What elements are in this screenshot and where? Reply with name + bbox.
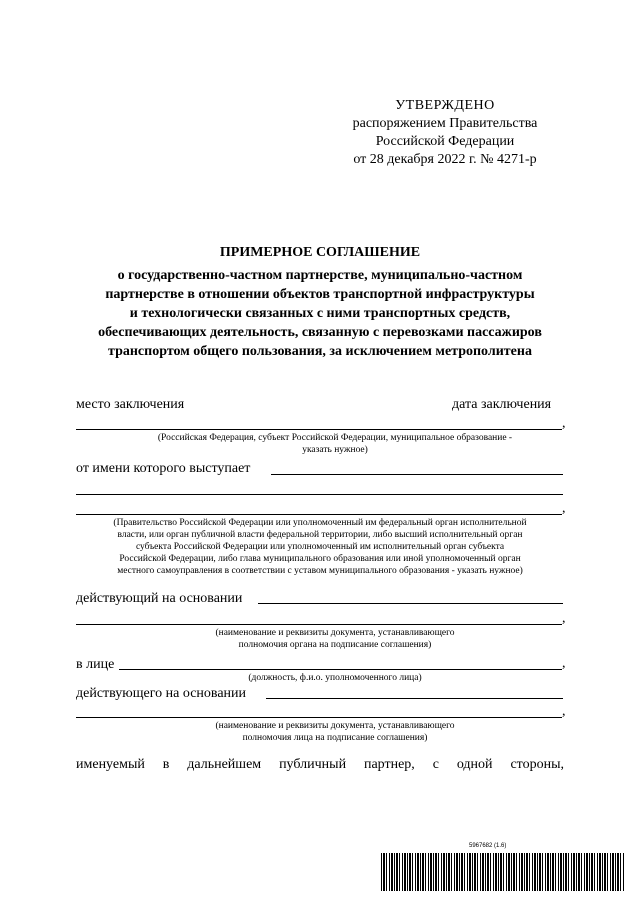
approval-line: от 28 декабря 2022 г. № 4271-р: [353, 152, 537, 167]
place-label: место заключения: [76, 397, 185, 412]
on-behalf-label: от имени которого выступает: [76, 461, 251, 476]
approval-line: Российской Федерации: [375, 134, 515, 149]
approval-line: распоряжением Правительства: [352, 116, 538, 131]
on-behalf-field-2[interactable]: [76, 494, 563, 495]
on-behalf-field[interactable]: [271, 474, 563, 475]
on-behalf-field-3[interactable]: [76, 514, 562, 515]
hint-line: полномочия лица на подписание соглашения): [242, 733, 428, 743]
hint-line: указать нужное): [302, 445, 368, 455]
in-person-field[interactable]: [119, 669, 562, 670]
acting-basis-label: действующий на основании: [76, 591, 243, 606]
subtitle-line: о государственно-частном партнерстве, муниципально-частном: [117, 268, 523, 283]
hint-line: Российской Федерации, либо глава муниципального образования или иной уполномоченный орган: [119, 554, 521, 564]
acting-basis-person-field[interactable]: [266, 698, 563, 699]
hint-line: полномочия органа на подписание соглашения): [238, 640, 432, 650]
subtitle-line: обеспечивающих деятельность, связанную с перевозками пассажиров: [98, 325, 542, 340]
hint-line: власти, или орган публичной власти федеральной территории, либо высший исполнительный орган: [117, 530, 523, 540]
hint-line: (Правительство Российской Федерации или уполномоченный им федеральный орган исполнительной: [113, 518, 527, 528]
hint-doc-body: [120, 627, 550, 651]
document-subtitle: [60, 266, 580, 361]
subtitle-line: и технологически связанных с ними транспортных средств,: [129, 306, 511, 321]
hint-doc-person: [120, 720, 550, 744]
approval-heading: УТВЕРЖДЕНО: [395, 98, 495, 113]
barcode-number: 5967682 (1.6): [469, 843, 507, 849]
acting-basis-field[interactable]: [258, 603, 563, 604]
subtitle-line: транспортом общего пользования, за исключением метрополитена: [108, 344, 532, 359]
final-line: именуемый в дальнейшем публичный партнер, с одной стороны,: [76, 757, 564, 772]
hint-line: местного самоуправления в соответствии с уставом муниципального образования - указать нужное): [117, 566, 523, 576]
hint-party: [120, 432, 550, 456]
comma: ,: [562, 416, 566, 431]
acting-basis-person-label: действующего на основании: [76, 686, 247, 701]
in-person-label: в лице: [76, 657, 115, 672]
acting-basis-person-field-2[interactable]: [76, 717, 562, 718]
approval-block: [330, 97, 560, 169]
acting-basis-field-2[interactable]: [76, 624, 562, 625]
hint-authority: [76, 517, 564, 577]
comma: ,: [562, 501, 566, 516]
subtitle-line: партнерстве в отношении объектов транспортной инфраструктуры: [105, 287, 535, 302]
hint-line: (наименование и реквизиты документа, устанавливающего: [215, 721, 455, 731]
party-field[interactable]: [76, 429, 562, 430]
comma: ,: [562, 704, 566, 719]
hint-line: (наименование и реквизиты документа, устанавливающего: [215, 628, 455, 638]
hint-line: субъекта Российской Федерации или уполномоченный им исполнительный орган субъекта: [135, 542, 505, 552]
barcode-icon: [381, 853, 625, 891]
date-label: дата заключения: [452, 397, 552, 412]
hint-person: (должность, ф.и.о. уполномоченного лица): [248, 673, 422, 683]
comma: ,: [562, 656, 566, 671]
comma: ,: [562, 611, 566, 626]
hint-line: (Российская Федерация, субъект Российской Федерации, муниципальное образование -: [157, 433, 513, 443]
document-title: ПРИМЕРНОЕ СОГЛАШЕНИЕ: [219, 245, 421, 260]
